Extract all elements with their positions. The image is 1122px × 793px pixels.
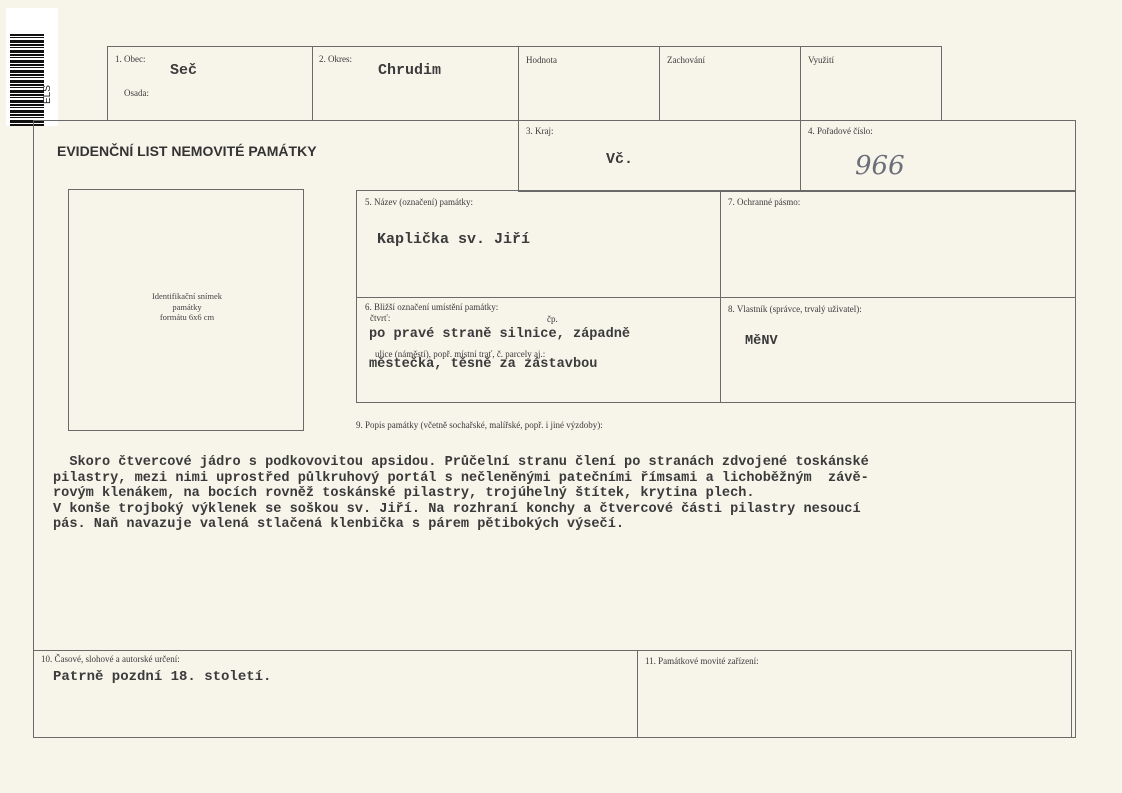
- pasmo-box: [720, 190, 1076, 298]
- vlastnik-box: [720, 297, 1076, 403]
- popis-line: Skoro čtvercové jádro s podkovovitou apsidou. Průčelní stranu člení po stranách zdvojené toskánské: [53, 455, 869, 470]
- photo-caption: [69, 291, 305, 323]
- photo-caption-line2: památky: [172, 301, 202, 312]
- poradove-label: 4. Pořadové číslo:: [808, 126, 873, 136]
- okres-value: Chrudim: [378, 62, 442, 79]
- barcode-bars: [10, 34, 44, 126]
- popis-text: [53, 455, 1068, 533]
- umisteni-label: 6. Bližší označení umístění památky:: [365, 302, 499, 312]
- popis-line: pás. Naň navazuje valená stlačená klenbička s párem pětibokých výsečí.: [53, 517, 625, 532]
- nazev-label: 5. Název (označení) památky:: [365, 197, 473, 207]
- cp-label: čp.: [547, 314, 558, 324]
- urceni-label: 10. Časové, slohové a autorské určení:: [41, 654, 180, 664]
- zarizeni-label: 11. Památkové movité zařízení:: [645, 656, 759, 666]
- obec-box: [107, 46, 313, 121]
- kraj-value: Vč.: [606, 151, 634, 168]
- barcode-code: ELS: [42, 85, 53, 104]
- urceni-box: [33, 650, 638, 738]
- kraj-box: [518, 120, 801, 192]
- hodnota-label: Hodnota: [526, 55, 557, 65]
- zachovani-label: Zachování: [667, 55, 705, 65]
- popis-line: V konše trojboký výklenek se soškou sv. Jiří. Na rozhraní konchy a čtvercové části pilastry nesoucí: [53, 501, 861, 517]
- okres-box: [312, 46, 519, 121]
- vyuziti-box: [800, 46, 942, 121]
- urceni-value: Patrně pozdní 18. století.: [53, 669, 272, 685]
- obec-label: 1. Obec:: [115, 54, 146, 64]
- pasmo-label: 7. Ochranné pásmo:: [728, 197, 801, 207]
- poradove-value: 966: [855, 151, 905, 181]
- obec-value: Seč: [170, 62, 198, 79]
- umisteni-box: [356, 297, 721, 403]
- nazev-box: [356, 190, 721, 298]
- photo-box: [68, 189, 304, 431]
- photo-caption-line1: Identifikační snímek: [151, 291, 223, 301]
- umisteni-value-line2: městečka, těsně za zástavbou: [369, 357, 598, 372]
- umisteni-value-line1: po pravé straně silnice, západně: [369, 327, 631, 342]
- vlastnik-label: 8. Vlastník (správce, trvalý uživatel):: [728, 304, 862, 314]
- barcode-sticker: [6, 8, 58, 126]
- popis-label: 9. Popis památky (včetně sochařské, malířské, popř. i jiné výzdoby):: [356, 420, 603, 430]
- nazev-value: Kaplička sv. Jiří: [377, 231, 531, 248]
- popis-line: pilastry, mezi nimi uprostřed půlkruhový portál s nečleněnými patečními římsami a lichoběžným závě-: [53, 470, 869, 486]
- vlastnik-value: MěNV: [745, 334, 778, 349]
- zachovani-box: [659, 46, 801, 121]
- ctvrt-label: čtvrť:: [370, 313, 391, 323]
- ulice-label: ulice (náměstí), popř. místní trať, č. parcely aj.:: [375, 349, 546, 359]
- photo-caption-line3: formátu 6x6 cm: [159, 312, 215, 322]
- osada-label: Osada:: [124, 88, 149, 98]
- popis-line: rovým klenákem, na bocích rovněž toskánské pilastry, trojúhelný štítek, krytina plech.: [53, 486, 755, 501]
- vyuziti-label: Využití: [808, 55, 834, 65]
- form-title: EVIDENČNÍ LIST NEMOVITÉ PAMÁTKY: [57, 143, 317, 159]
- okres-label: 2. Okres:: [319, 54, 352, 64]
- kraj-label: 3. Kraj:: [526, 126, 554, 136]
- hodnota-box: [518, 46, 660, 121]
- zarizeni-box: [637, 650, 1072, 738]
- poradove-box: [800, 120, 1076, 192]
